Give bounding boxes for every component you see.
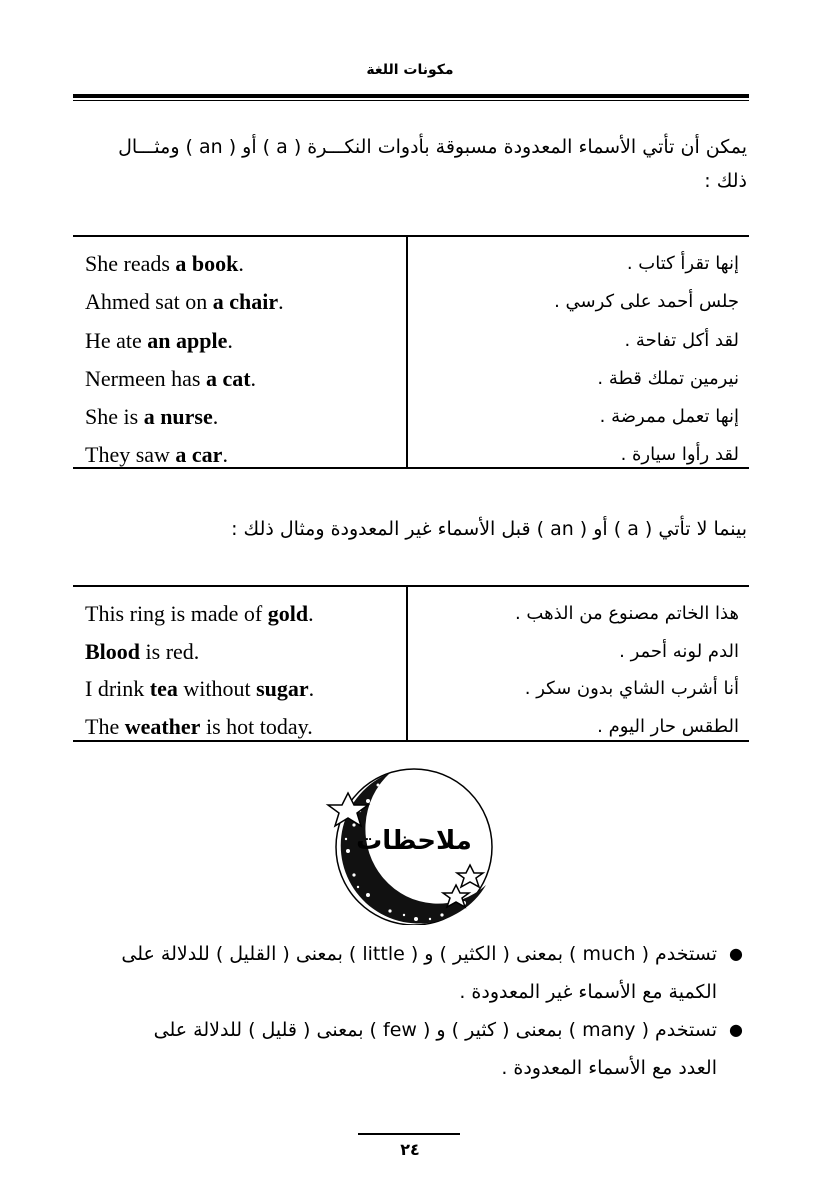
intro-uncountable-paragraph bbox=[71, 512, 747, 546]
table-row: أنا أشرب الشاي بدون سكر . bbox=[524, 678, 739, 699]
table-row: She reads a book. bbox=[85, 251, 244, 276]
bullet-icon: ● bbox=[729, 944, 743, 963]
arabic-column bbox=[408, 587, 749, 740]
intro-countable-paragraph bbox=[71, 130, 747, 198]
table-row: Nermeen has a cat. bbox=[85, 365, 257, 391]
table-row: نيرمين تملك قطة . bbox=[597, 367, 739, 389]
table-row: لقد أكل تفاحة . bbox=[624, 329, 739, 351]
table-row: Blood is red. bbox=[85, 638, 200, 664]
table-row: Ahmed sat on a chair. bbox=[85, 289, 284, 315]
note-line: تستخدم ( much ) بمعنى ( الكثير ) و ( little ) بمعنى ( القليل ) للدلالة على bbox=[121, 943, 717, 965]
intro-countable-line2: ذلك : bbox=[704, 170, 747, 192]
footer-rule bbox=[358, 1133, 460, 1135]
table-row: They saw a car. bbox=[85, 442, 228, 468]
list-item bbox=[71, 1011, 747, 1087]
table-row: She is a nurse. bbox=[85, 404, 219, 430]
table-row: He ate an apple. bbox=[85, 327, 233, 353]
table-row: جلس أحمد على كرسي . bbox=[554, 291, 739, 313]
table-row: الدم لونه أحمر . bbox=[619, 640, 739, 662]
notes-list bbox=[71, 935, 747, 1087]
table-row: الطقس حار اليوم . bbox=[597, 715, 739, 737]
note-line: الكمية مع الأسماء غير المعدودة . bbox=[459, 981, 717, 1003]
note-line: تستخدم ( many ) بمعنى ( كثير ) و ( few ) بمعنى ( قليل ) للدلالة على bbox=[153, 1019, 717, 1041]
table-row: إنها تعمل ممرضة . bbox=[599, 406, 739, 428]
countable-examples-table bbox=[73, 235, 749, 469]
intro-uncountable-line1: بينما لا تأتي ( a ) أو ( an ) قبل الأسماء غير المعدودة ومثال ذلك : bbox=[231, 518, 747, 540]
table-row: The weather is hot today. bbox=[85, 713, 313, 739]
note-line: العدد مع الأسماء المعدودة . bbox=[501, 1057, 717, 1079]
table-row: This ring is made of gold. bbox=[85, 601, 314, 626]
table-row: I drink tea without sugar. bbox=[85, 676, 315, 701]
page-number: ٢٤ bbox=[400, 1140, 420, 1159]
english-column bbox=[73, 237, 408, 467]
header-rule-thin bbox=[73, 100, 749, 101]
uncountable-examples-table bbox=[73, 585, 749, 742]
stars-crescent-icon bbox=[318, 765, 504, 925]
page-header-title: مكونات اللغة bbox=[366, 62, 454, 78]
intro-countable-line1: يمكن أن تأتي الأسماء المعدودة مسبوقة بأدوات النكـــرة ( a ) أو ( an ) ومثـــال bbox=[118, 136, 747, 158]
bullet-icon: ● bbox=[729, 1020, 743, 1039]
list-item bbox=[71, 935, 747, 1011]
header-rule-thick bbox=[73, 94, 749, 98]
notes-badge-label: ملاحظات bbox=[356, 826, 472, 856]
table-row: إنها تقرأ كتاب . bbox=[626, 253, 739, 274]
table-row: هذا الخاتم مصنوع من الذهب . bbox=[514, 603, 739, 624]
notes-badge bbox=[318, 765, 504, 925]
english-column bbox=[73, 587, 408, 740]
arabic-column bbox=[408, 237, 749, 467]
table-row: لقد رأوا سيارة . bbox=[620, 444, 739, 466]
